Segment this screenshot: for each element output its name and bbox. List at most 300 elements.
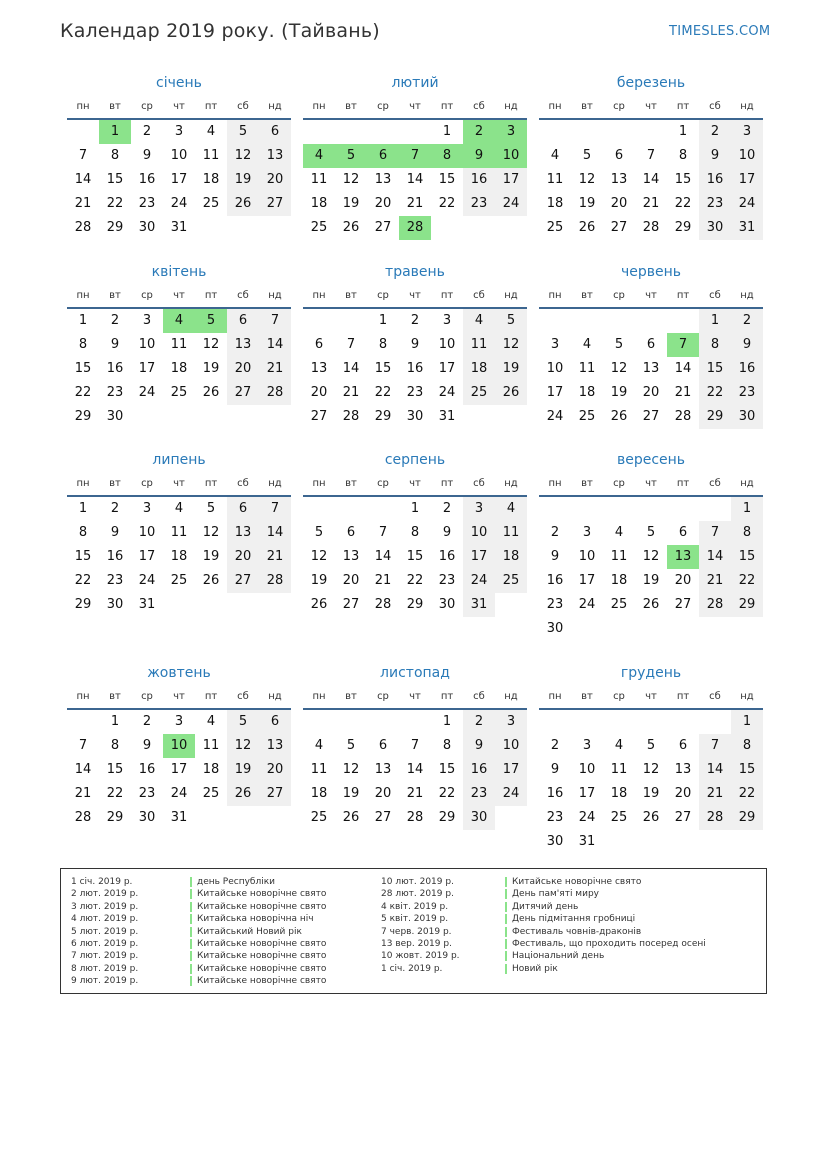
day-cell: 26 [202,573,220,588]
legend-holiday-name: Китайське новорічне свято [190,889,326,899]
day-cell: 31 [170,220,188,235]
day-cell: 6 [614,148,624,163]
weekend-day-cell: 9 [731,333,763,357]
day-cell: 10 [438,337,456,352]
weekend-day-cell: 16 [731,357,763,381]
day-cell: 27 [310,409,328,424]
day-cell: 13 [642,361,660,376]
days-grid [303,710,527,830]
day-cell: 5 [582,148,592,163]
weekday-label: вт [345,290,357,301]
legend-date: 3 лют. 2019 р. [71,901,139,912]
weekday-label: ср [377,691,389,702]
day-cell: 3 [142,313,152,328]
weekend-day-cell: 5 [227,120,259,144]
legend-row [71,963,371,975]
weekend-day-cell: 30 [731,405,763,429]
day-cell: 12 [642,762,660,777]
day-cell: 12 [202,525,220,540]
weekday-label: пт [676,691,690,702]
day-cell: 5 [646,738,656,753]
weekday-header [539,473,763,497]
weekend-day-cell: 24 [463,569,495,593]
day-cell: 22 [438,786,456,801]
day-cell: 24 [138,573,156,588]
day-cell: 11 [310,762,328,777]
legend-row [381,876,761,888]
month-name: вересень [616,452,686,468]
legend-row [71,975,371,987]
day-cell: 29 [406,597,424,612]
day-cell: 18 [202,762,220,777]
day-cell: 25 [202,196,220,211]
weekday-header [539,285,763,309]
day-cell: 9 [110,525,120,540]
legend-holiday-name: Китайське новорічне свято [190,902,326,912]
legend-date: 7 черв. 2019 р. [381,926,452,937]
month-2 [303,70,527,240]
holiday-day-cell: 5 [335,144,367,168]
day-cell: 28 [674,409,692,424]
weekday-label: чт [173,691,185,702]
day-cell: 22 [406,573,424,588]
legend-holiday-name: День пам'яті миру [505,889,599,899]
weekday-label: чт [409,478,421,489]
month-4 [67,259,291,429]
day-cell: 13 [674,762,692,777]
weekend-day-cell: 2 [463,710,495,734]
day-cell: 27 [610,220,628,235]
day-cell: 5 [614,337,624,352]
holiday-day-cell: 28 [399,216,431,240]
month-name: лютий [391,75,439,91]
day-cell: 2 [442,501,452,516]
weekday-label: сб [709,691,721,702]
day-cell: 12 [310,549,328,564]
day-cell: 25 [170,573,188,588]
day-cell: 17 [170,172,188,187]
day-cell: 5 [314,525,324,540]
day-cell: 2 [410,313,420,328]
legend-row [381,913,761,925]
weekday-label: чт [173,290,185,301]
day-cell: 15 [74,361,92,376]
day-cell: 17 [170,762,188,777]
days-grid [303,497,527,617]
weekday-label: чт [409,691,421,702]
weekday-label: ср [141,290,153,301]
weekday-label: нд [504,691,518,702]
day-cell: 24 [138,385,156,400]
weekend-day-cell: 17 [731,168,763,192]
legend-date: 4 квіт. 2019 р. [381,901,449,912]
weekend-day-cell: 19 [227,168,259,192]
weekday-label: ср [613,478,625,489]
day-cell: 8 [378,337,388,352]
weekday-label: пт [204,290,218,301]
day-cell: 18 [546,196,564,211]
legend-row [71,950,371,962]
day-cell: 25 [310,220,328,235]
day-cell: 25 [170,385,188,400]
day-cell: 11 [170,525,188,540]
weekday-label: ср [141,101,153,112]
day-cell: 23 [138,786,156,801]
month-8 [303,447,527,617]
day-cell: 11 [610,549,628,564]
page-title: Календар 2019 року. (Тайвань) [60,20,380,42]
weekday-label: пт [440,101,454,112]
weekend-day-cell: 12 [227,734,259,758]
day-cell: 8 [78,337,88,352]
day-cell: 14 [406,762,424,777]
weekend-day-cell: 6 [227,309,259,333]
day-cell: 22 [74,385,92,400]
weekend-day-cell: 25 [495,569,527,593]
day-cell: 9 [110,337,120,352]
holiday-day-cell: 9 [463,144,495,168]
days-grid [303,309,527,429]
weekday-label: сб [237,691,249,702]
weekend-day-cell: 29 [699,405,731,429]
day-cell: 27 [374,810,392,825]
days-grid [67,497,291,617]
day-cell: 6 [346,525,356,540]
month-name: липень [152,452,206,468]
day-cell: 30 [546,621,564,636]
weekday-label: ср [141,691,153,702]
holiday-day-cell: 10 [163,734,195,758]
legend-column-left [71,876,371,988]
day-cell: 11 [170,337,188,352]
day-cell: 24 [578,597,596,612]
legend-date: 28 лют. 2019 р. [381,889,454,900]
weekend-day-cell: 17 [495,168,527,192]
month-name: квітень [151,264,207,280]
weekend-day-cell: 8 [731,734,763,758]
day-cell: 22 [106,196,124,211]
day-cell: 23 [406,385,424,400]
month-name: листопад [380,665,450,681]
legend-row [381,901,761,913]
weekday-header [67,285,291,309]
weekend-day-cell: 13 [227,333,259,357]
day-cell: 17 [138,549,156,564]
day-cell: 23 [438,573,456,588]
legend-holiday-name: Китайське новорічне свято [190,964,326,974]
day-cell: 1 [78,501,88,516]
weekend-day-cell: 1 [731,497,763,521]
day-cell: 21 [674,385,692,400]
day-cell: 20 [674,786,692,801]
weekday-label: пн [76,691,90,702]
site-logo[interactable]: TIMESLES.COM [669,24,771,39]
weekend-day-cell: 8 [731,521,763,545]
day-cell: 26 [642,597,660,612]
legend-holiday-name: Фестиваль човнів-драконів [505,927,641,937]
weekday-header [303,285,527,309]
day-cell: 12 [578,172,596,187]
weekday-label: вт [109,691,121,702]
legend-date: 13 вер. 2019 р. [381,938,452,949]
day-cell: 15 [74,549,92,564]
weekend-day-cell: 30 [699,216,731,240]
weekend-day-cell: 11 [463,333,495,357]
day-cell: 30 [138,810,156,825]
day-cell: 24 [546,409,564,424]
days-grid [67,309,291,429]
weekday-label: нд [268,691,282,702]
legend-row [71,888,371,900]
legend-holiday-name: Китайське новорічне свято [190,951,326,961]
weekday-label: нд [740,290,754,301]
day-cell: 2 [142,124,152,139]
day-cell: 30 [106,597,124,612]
day-cell: 29 [74,597,92,612]
holiday-day-cell: 7 [667,333,699,357]
day-cell: 26 [342,810,360,825]
day-cell: 11 [202,148,220,163]
day-cell: 15 [438,762,456,777]
weekend-day-cell: 11 [495,521,527,545]
days-grid [539,497,763,641]
day-cell: 15 [374,361,392,376]
holiday-day-cell: 2 [463,120,495,144]
legend-holiday-name: День підмітання гробниці [505,914,635,924]
legend-date: 6 лют. 2019 р. [71,938,139,949]
day-cell: 6 [678,525,688,540]
day-cell: 24 [578,810,596,825]
weekday-label: пн [548,691,562,702]
day-cell: 22 [374,385,392,400]
weekday-label: вт [345,101,357,112]
holiday-day-cell: 6 [367,144,399,168]
day-cell: 5 [646,525,656,540]
weekend-day-cell: 14 [699,758,731,782]
weekend-day-cell: 15 [699,357,731,381]
weekday-label: вт [581,691,593,702]
weekday-label: ср [377,101,389,112]
weekend-day-cell: 26 [495,381,527,405]
legend-date: 10 лют. 2019 р. [381,877,454,887]
day-cell: 2 [550,525,560,540]
weekend-day-cell: 20 [259,168,291,192]
day-cell: 25 [546,220,564,235]
weekday-label: чт [173,478,185,489]
day-cell: 16 [106,361,124,376]
legend-date: 1 січ. 2019 р. [71,877,133,887]
weekend-day-cell: 17 [463,545,495,569]
day-cell: 8 [110,738,120,753]
day-cell: 24 [170,786,188,801]
day-cell: 18 [610,786,628,801]
weekend-day-cell: 27 [259,782,291,806]
day-cell: 10 [578,762,596,777]
legend-date: 4 лют. 2019 р. [71,914,139,925]
weekday-label: сб [709,101,721,112]
weekday-label: сб [473,691,485,702]
weekday-label: вт [345,691,357,702]
holiday-day-cell: 5 [195,309,227,333]
day-cell: 12 [642,549,660,564]
day-cell: 17 [578,786,596,801]
weekend-day-cell: 23 [699,192,731,216]
day-cell: 6 [646,337,656,352]
holiday-day-cell: 1 [99,120,131,144]
day-cell: 20 [610,196,628,211]
weekend-day-cell: 21 [699,569,731,593]
day-cell: 14 [642,172,660,187]
legend-holiday-name: Національний день [505,951,604,961]
month-3 [539,70,763,240]
day-cell: 14 [74,762,92,777]
day-cell: 25 [578,409,596,424]
weekday-label: пт [440,290,454,301]
day-cell: 13 [342,549,360,564]
day-cell: 16 [546,786,564,801]
day-cell: 16 [106,549,124,564]
month-name: жовтень [147,665,211,681]
weekday-label: нд [268,101,282,112]
weekday-label: пн [312,290,326,301]
weekend-day-cell: 18 [463,357,495,381]
day-cell: 10 [138,525,156,540]
month-name: січень [156,75,202,91]
holiday-day-cell: 3 [495,120,527,144]
weekday-header [67,686,291,710]
day-cell: 9 [550,762,560,777]
days-grid [539,120,763,240]
day-cell: 30 [546,834,564,849]
weekday-header [539,96,763,120]
weekend-day-cell: 21 [699,782,731,806]
day-cell: 25 [610,597,628,612]
day-cell: 9 [142,148,152,163]
day-cell: 16 [406,361,424,376]
weekday-label: чт [645,290,657,301]
weekend-day-cell: 8 [699,333,731,357]
day-cell: 13 [310,361,328,376]
day-cell: 13 [374,172,392,187]
day-cell: 4 [206,714,216,729]
weekday-label: пн [312,691,326,702]
day-cell: 23 [106,385,124,400]
day-cell: 4 [582,337,592,352]
weekday-label: нд [740,101,754,112]
day-cell: 18 [170,549,188,564]
day-cell: 8 [678,148,688,163]
day-cell: 28 [342,409,360,424]
weekend-day-cell: 28 [259,569,291,593]
weekday-label: чт [409,101,421,112]
day-cell: 29 [106,810,124,825]
day-cell: 8 [110,148,120,163]
weekend-day-cell: 24 [495,192,527,216]
legend-holiday-name: Китайська новорічна ніч [190,914,314,924]
weekend-day-cell: 2 [699,120,731,144]
day-cell: 22 [74,573,92,588]
day-cell: 7 [378,525,388,540]
weekend-day-cell: 22 [731,782,763,806]
weekend-day-cell: 9 [699,144,731,168]
weekend-day-cell: 24 [495,782,527,806]
day-cell: 28 [406,810,424,825]
weekend-day-cell: 6 [259,120,291,144]
weekday-label: ср [377,290,389,301]
weekend-day-cell: 20 [259,758,291,782]
weekend-day-cell: 3 [463,497,495,521]
day-cell: 6 [314,337,324,352]
holiday-day-cell: 4 [163,309,195,333]
weekday-label: нд [268,290,282,301]
holiday-legend [60,868,767,994]
day-cell: 18 [610,573,628,588]
day-cell: 20 [310,385,328,400]
day-cell: 11 [202,738,220,753]
legend-date: 10 жовт. 2019 р. [381,951,460,962]
day-cell: 26 [610,409,628,424]
day-cell: 1 [78,313,88,328]
weekday-label: вт [581,290,593,301]
legend-row [381,950,761,962]
day-cell: 21 [642,196,660,211]
weekday-label: нд [268,478,282,489]
holiday-day-cell: 10 [495,144,527,168]
weekday-label: сб [237,290,249,301]
month-name: травень [385,264,445,280]
weekend-day-cell: 1 [699,309,731,333]
weekday-label: чт [409,290,421,301]
weekday-label: нд [740,478,754,489]
weekday-header [67,473,291,497]
day-cell: 1 [442,714,452,729]
weekday-label: вт [109,478,121,489]
day-cell: 19 [342,786,360,801]
weekday-label: нд [740,691,754,702]
day-cell: 21 [74,196,92,211]
weekend-day-cell: 15 [731,545,763,569]
day-cell: 31 [170,810,188,825]
day-cell: 26 [578,220,596,235]
month-10 [67,660,291,830]
month-1 [67,70,291,240]
weekend-day-cell: 26 [227,192,259,216]
weekday-label: чт [645,101,657,112]
day-cell: 17 [546,385,564,400]
weekday-label: вт [109,290,121,301]
weekday-header [303,473,527,497]
day-cell: 21 [374,573,392,588]
weekend-day-cell: 27 [259,192,291,216]
weekend-day-cell: 13 [259,734,291,758]
day-cell: 17 [438,361,456,376]
weekend-day-cell: 12 [227,144,259,168]
day-cell: 26 [310,597,328,612]
month-5 [303,259,527,429]
weekday-label: нд [504,478,518,489]
day-cell: 2 [110,501,120,516]
day-cell: 26 [202,385,220,400]
weekend-day-cell: 12 [495,333,527,357]
day-cell: 16 [546,573,564,588]
day-cell: 8 [78,525,88,540]
day-cell: 28 [374,597,392,612]
weekday-label: пт [676,101,690,112]
day-cell: 7 [78,738,88,753]
weekend-day-cell: 5 [227,710,259,734]
day-cell: 7 [346,337,356,352]
day-cell: 14 [406,172,424,187]
